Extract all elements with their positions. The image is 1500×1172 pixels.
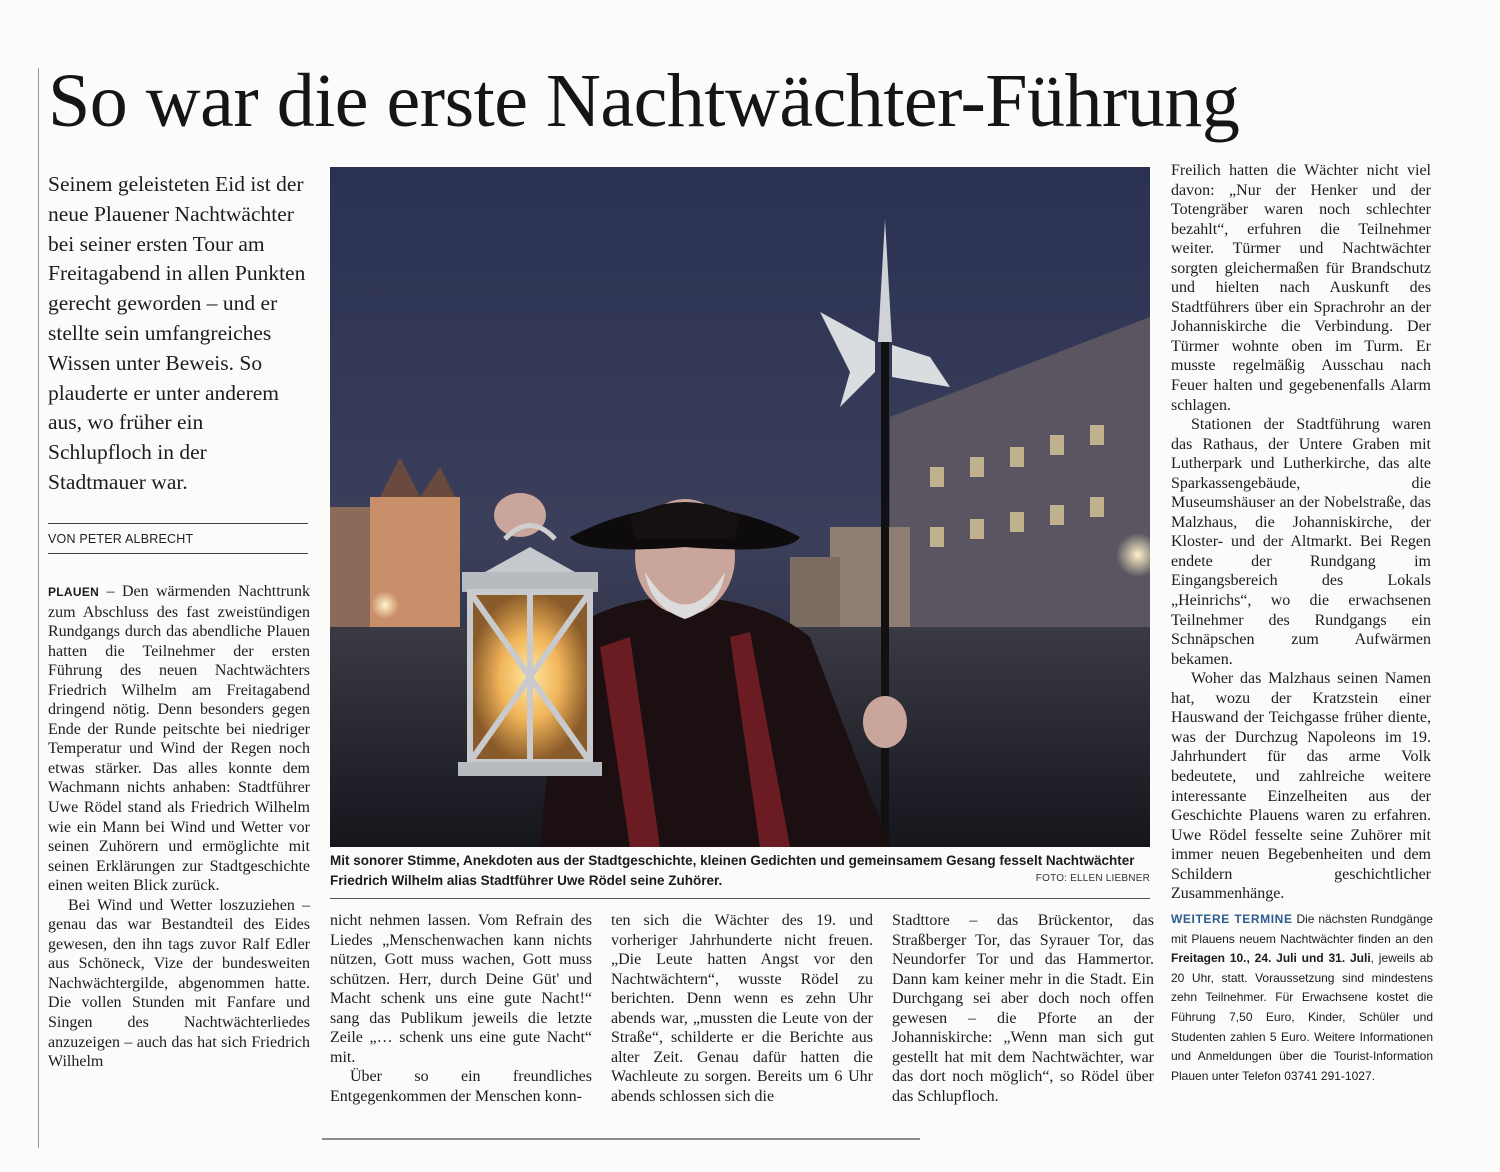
info-box-weitere-termine (1171, 910, 1433, 1086)
caption-rule (330, 898, 1150, 899)
body-paragraph: nicht nehmen lassen. Vom Refrain des Liedes „Menschenwachen kann nichts nützen, Gott muss wachen, Gott muss schützen. Herr, durch Deine Güt' und Macht schenk uns eine gute Nacht!“ sang das Publikum jeweils die letzte Zeile „… schenk uns eine gute Nacht“ mit. (330, 912, 592, 1066)
body-paragraph: ten sich die Wächter des 19. und vorheriger Jahrhunderte nicht freuen. „Die Leute hatten Angst vor den Nachtwächtern“, wusste Rödel zu berichten. Denn wenn es zehn Uhr abends war, „mussten die Leute von der Straße“, schilderte er die Berichte aus alter Zeit. Genau dafür hatten die Wachleute zu sorgen. Bereits um 6 Uhr abends schlossen sich die (611, 912, 873, 1105)
photo-caption: Mit sonorer Stimme, Anekdoten aus der Stadtgeschichte, kleinen Gedichten und gemeinsamem Gesang fesselt Nachtwächter Friedrich Wilhelm alias Stadtführer Uwe Rödel seine Zuhörer. (330, 853, 1135, 888)
byline-rule-top (48, 523, 308, 524)
byline: VON PETER ALBRECHT (48, 532, 194, 546)
body-paragraph: Stationen der Stadtführung waren das Rathaus, der Untere Graben mit Lutherpark und Lutherkirche, das alte Sparkassengebäude, die Museumshäuser an der Nobelstraße, das Malzhaus, die Johanniskirche, der Kloster- und der Altmarkt. Bei Regen endete der Rundgang im Eingangsbereich des Lokals „Heinrichs“, wo die erwachsenen Teilnehmer des Rundgangs ein Schnäpschen zum Aufwärmen bekamen. (1171, 416, 1431, 668)
body-paragraph (48, 582, 310, 896)
article-column-1 (48, 582, 310, 1072)
body-paragraph: Über so ein freundliches Entgegenkommen der Menschen konn- (330, 1068, 592, 1105)
photo-credit: FOTO: ELLEN LIEBNER (1035, 873, 1150, 884)
info-box-kicker: WEITERE TERMINE (1171, 912, 1293, 926)
article-column-3 (611, 911, 873, 1106)
body-paragraph: Stadttore – das Brückentor, das Straßberger Tor, das Syrauer Tor, das Neundorfer Tor und das Hammertor. Dann kam keiner mehr in die Stadt. Ein Durchgang sei aber doch noch offen gewesen – die Pforte an der Johanniskirche: „Wenn man sich gut gestellt hat mit dem Nachtwächter, war das dort noch möglich“, so Rödel über das Schlupfloch. (892, 912, 1154, 1105)
body-paragraph: Bei Wind und Wetter loszuziehen – genau das war Bestandteil des Eides gewesen, den ihn tags zuvor Ralf Edler aus Schöneck, Vize der bundesweiten Nachwächtergilde, abgenommen hatte. Die vollen Stunden mit Fanfare und Singen des Nachtwächterliedes anzuzeigen – auch das hat sich Friedrich Wilhelm (48, 896, 310, 1071)
byline-rule-bottom (48, 553, 308, 554)
headline: So war die erste Nachtwächter-Führung (48, 59, 1240, 143)
article-photo (330, 167, 1150, 847)
body-paragraph: Woher das Malzhaus seinen Namen hat, wozu der Kratzstein einer Hauswand der Teichgasse früher diente, was der Durchzug Napoleons im 19. Jahrhundert für das arme Volk bedeutete, und zahlreiche weitere interessante Einzelheiten aus der Geschichte Plauens waren zu erfahren. Uwe Rödel fesselte seine Zuhörer mit immer neuen Begebenheiten und dem Schildern geschichtlicher Zusammenhänge. (1171, 670, 1431, 903)
lead-paragraph: Seinem geleisteten Eid ist der neue Plauener Nachtwächter bei seiner ersten Tour am Freitagabend in allen Punkten gerecht geworden – und er stellte sein umfangreiches Wissen unter Beweis. So plauderte er unter anderem aus, wo früher ein Schlupfloch in der Stadtmauer war. (48, 172, 306, 494)
article-column-4 (892, 911, 1154, 1106)
article-column-2 (330, 911, 592, 1106)
bottom-rule (322, 1138, 920, 1140)
info-box-text: Die nächsten Rundgänge mit Plauens neuem Nachtwächter finden an den (1171, 912, 1433, 946)
info-box-dates: Freitagen 10., 24. Juli und 31. Juli (1171, 951, 1371, 966)
photo-illustration (330, 167, 1150, 847)
body-paragraph: Freilich hatten die Wächter nicht viel davon: „Nur der Henker und der Totengräber waren noch schlechter bezahlt“, erfuhren die Teilnehmer weiter. Türmer und Nachtwächter sorgten gleichermaßen für Brandschutz und hielten nach Auskunft des Stadtführers über ein Sprachrohr an der Johanniskirche die Verbindung. Der Türmer wohnte oben im Turm. Er musste regelmäßig Ausschau nach Feuer halten und gegebenenfalls Alarm schlagen. (1171, 162, 1431, 414)
dateline: PLAUEN (48, 585, 100, 599)
article-column-5 (1171, 161, 1431, 904)
info-box-text: , jeweils ab 20 Uhr, statt. Voraussetzung sind mindestens zehn Teilnehmer. Für Erwachsene kostet die Führung 7,50 Euro, Kinder, Schüler und Studenten zahlen 5 Euro. Weitere Informationen und Anmeldungen über die Tourist-Information Plauen unter Telefon 03741 291-1027. (1171, 951, 1433, 1083)
body-text: – Den wärmenden Nachttrunk zum Abschluss des fast zweistündigen Rundgangs durch das abendliche Plauen hatten die Teilnehmer der ersten Führung des neuen Nachtwächters Friedrich Wilhelm am Freitagabend dringend nötig. Denn besonders gegen Ende der Runde peitschte bei niedriger Temperatur und Wind der Regen noch etwas stärker. Das alles konnte dem Wachmann nichts anhaben: Stadtführer Uwe Rödel stand als Friedrich Wilhelm wie ein Mann bei Wind und Wetter vor seinen Zuhörern und ermöglichte mit seinen Erklärungen zur Stadtgeschichte einen weiten Blick zurück. (48, 583, 311, 895)
left-margin-rule (38, 68, 39, 1148)
